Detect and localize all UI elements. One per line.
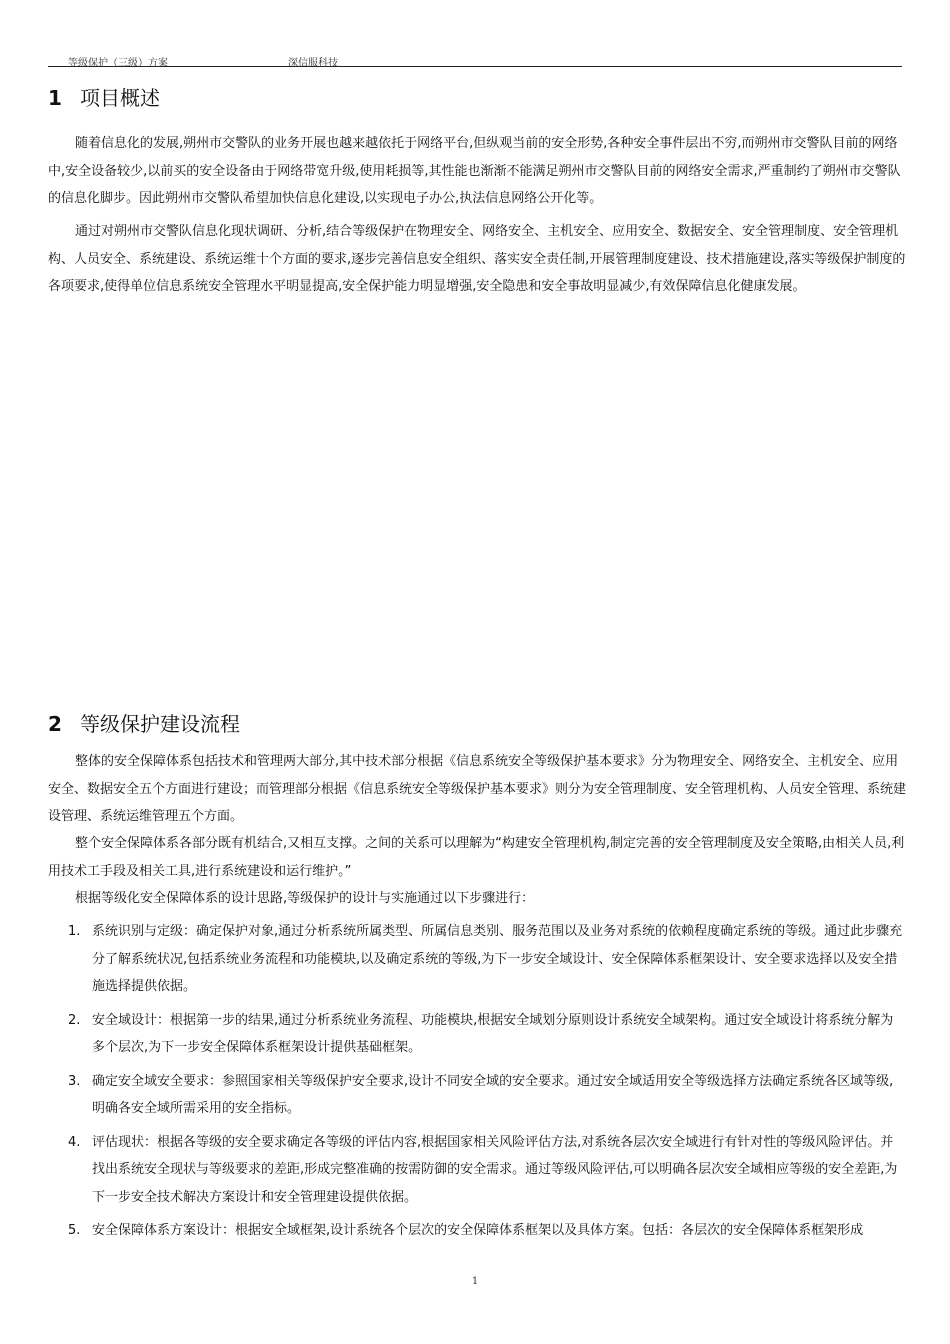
section-1-heading — [48, 82, 160, 111]
list-item — [48, 1217, 906, 1245]
page-header — [48, 52, 902, 67]
design-steps-list — [48, 918, 906, 1251]
list-item-number: 2. — [68, 1012, 81, 1028]
section-1-title: 项目概述 — [80, 86, 160, 110]
section-1-paragraph-2: 通过对朔州市交警队信息化现状调研、分析,结合等级保护在物理安全、网络安全、主机安全、应用安全、数据安全、安全管理制度、安全管理机构、人员安全、系统建设、系统运维十个方面的要求,逐步完善信息安全组织、落实安全责任制,开展管理制度建设、技术措施建设,落实等级保护制度的各项要求,使得单位信息系统安全管理水平明显提高,安全保护能力明显增强,安全隐患和安全事故明显减少,有效保障信息化健康发展。 — [48, 224, 906, 294]
header-doc-title: 等级保护（三级）方案 — [68, 58, 168, 69]
list-item-text: 确定安全域安全要求：参照国家相关等级保护安全要求,设计不同安全域的安全要求。通过安全域适用安全等级选择方法确定系统各区域等级,明确各安全域所需采用的安全指标。 — [92, 1073, 894, 1116]
list-item-text: 评估现状：根据各等级的安全要求确定各等级的评估内容,根据国家相关风险评估方法,对系统各层次安全域进行有针对性的等级风险评估。并找出系统安全现状与等级要求的差距,形成完整准确的按需防御的安全需求。通过等级风险评估,可以明确各层次安全域相应等级的安全差距,为下一步安全技术解决方案设计和安全管理建设提供依据。 — [92, 1134, 898, 1205]
list-item — [48, 1007, 906, 1062]
list-item — [48, 918, 906, 1001]
section-2-paragraph-2: 整个安全保障体系各部分既有机结合,又相互支撑。之间的关系可以理解为“构建安全管理机构,制定完善的安全管理制度及安全策略,由相关人员,利用技术工手段及相关工具,进行系统建设和运行维护。” — [48, 836, 905, 879]
list-item-number: 4. — [68, 1134, 81, 1150]
section-2-heading — [48, 708, 240, 737]
header-company: 深信服科技 — [288, 58, 338, 69]
list-item-number: 1. — [68, 924, 81, 939]
list-item-text: 安全域设计：根据第一步的结果,通过分析系统业务流程、功能模块,根据安全域划分原则设计系统安全域架构。通过安全域设计将系统分解为多个层次,为下一步安全保障体系框架设计提供基础框架。 — [92, 1012, 894, 1055]
list-item — [48, 1068, 906, 1123]
section-1-paragraph-1: 随着信息化的发展,朔州市交警队的业务开展也越来越依托于网络平台,但纵观当前的安全形势,各种安全事件层出不穷,而朔州市交警队目前的网络中,安全设备较少,以前买的安全设备由于网络带宽升级,使用耗损等,其性能也渐渐不能满足朔州市交警队目前的网络安全需求,严重制约了朔州市交警队的信息化脚步。因此朔州市交警队希望加快信息化建设,以实现电子办公,执法信息网络公开化等。 — [48, 136, 901, 206]
list-item-number: 5. — [68, 1223, 81, 1238]
section-2-number: 2 — [48, 712, 62, 736]
list-item — [48, 1129, 906, 1212]
page-number: 1 — [471, 1276, 479, 1287]
list-item-number: 3. — [68, 1073, 81, 1089]
list-item-text: 安全保障体系方案设计：根据安全域框架,设计系统各个层次的安全保障体系框架以及具体方案。包括：各层次的安全保障体系框架形成 — [92, 1223, 864, 1238]
section-2-paragraph-1: 整体的安全保障体系包括技术和管理两大部分,其中技术部分根据《信息系统安全等级保护基本要求》分为物理安全、网络安全、主机安全、应用安全、数据安全五个方面进行建设；而管理部分根据《信息系统安全等级保护基本要求》则分为安全管理制度、安全管理机构、人员安全管理、系统建设管理、系统运维管理五个方面。 — [48, 754, 907, 824]
section-2-paragraph-3: 根据等级化安全保障体系的设计思路,等级保护的设计与实施通过以下步骤进行： — [75, 891, 535, 906]
list-item-text: 系统识别与定级：确定保护对象,通过分析系统所属类型、所属信息类别、服务范围以及业务对系统的依赖程度确定系统的等级。通过此步骤充分了解系统状况,包括系统业务流程和功能模块,以及确定系统的等级,为下一步安全域设计、安全保障体系框架设计、安全要求选择以及安全措施选择提供依据。 — [92, 924, 903, 994]
section-2-title: 等级保护建设流程 — [80, 712, 240, 736]
section-1-number: 1 — [48, 86, 62, 110]
